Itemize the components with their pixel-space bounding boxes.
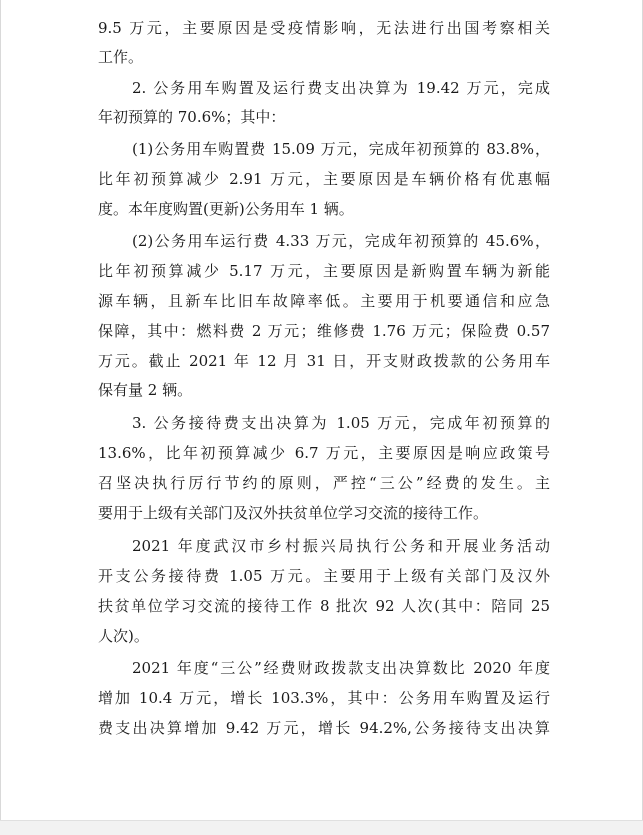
text-line-24: 费支出决算增加 9.42 万元，增长 94.2%,公务接待支出决算 (98, 719, 550, 737)
text-line-3: 2. 公务用车购置及运行费支出决算为 19.42 万元，完成 (132, 79, 550, 97)
text-line-10: 源车辆，且新车比旧车故障率低。主要用于机要通信和应急 (98, 292, 550, 310)
text-line-14: 3. 公务接待费支出决算为 1.05 万元，完成年初预算的 (132, 414, 550, 432)
text-line-23: 增加 10.4 万元，增长 103.3%，其中：公务用车购置及运行 (98, 689, 550, 707)
text-line-19: 开支公务接待费 1.05 万元。主要用于上级有关部门及汉外 (98, 567, 550, 585)
text-line-4: 年初预算的 70.6%；其中： (98, 108, 286, 126)
page-left-border (0, 0, 1, 835)
text-line-15: 13.6%，比年初预算减少 6.7 万元，主要原因是响应政策号 (98, 444, 550, 462)
page-bottom-margin (0, 820, 643, 835)
text-line-21: 人次)。 (98, 627, 149, 645)
text-line-12: 万元。截止 2021 年 12 月 31 日，开支财政拨款的公务用车 (98, 352, 550, 370)
text-line-16: 召坚决执行厉行节约的原则，严控“三公”经费的发生。主 (98, 474, 550, 492)
text-line-18: 2021 年度武汉市乡村振兴局执行公务和开展业务活动 (132, 537, 550, 555)
text-line-1: 9.5 万元，主要原因是受疫情影响，无法进行出国考察相关 (98, 19, 550, 37)
text-line-17: 要用于上级有关部门及汉外扶贫单位学习交流的接待工作。 (98, 504, 489, 522)
text-line-11: 保障，其中：燃料费 2 万元；维修费 1.76 万元；保险费 0.57 (98, 322, 550, 340)
text-line-20: 扶贫单位学习交流的接待工作 8 批次 92 人次(其中：陪同 25 (98, 597, 550, 615)
text-line-8: (2)公务用车运行费 4.33 万元，完成年初预算的 45.6%， (132, 232, 550, 250)
text-line-9: 比年初预算减少 5.17 万元，主要原因是新购置车辆为新能 (98, 262, 550, 280)
text-line-5: (1)公务用车购置费 15.09 万元，完成年初预算的 83.8%， (132, 140, 550, 158)
text-line-7: 度。本年度购置(更新)公务用车 1 辆。 (98, 200, 354, 218)
text-line-13: 保有量 2 辆。 (98, 381, 193, 399)
text-line-22: 2021 年度“三公”经费财政拨款支出决算数比 2020 年度 (132, 659, 550, 677)
text-line-2: 工作。 (98, 48, 144, 66)
text-line-6: 比年初预算减少 2.91 万元，主要原因是车辆价格有优惠幅 (98, 170, 550, 188)
